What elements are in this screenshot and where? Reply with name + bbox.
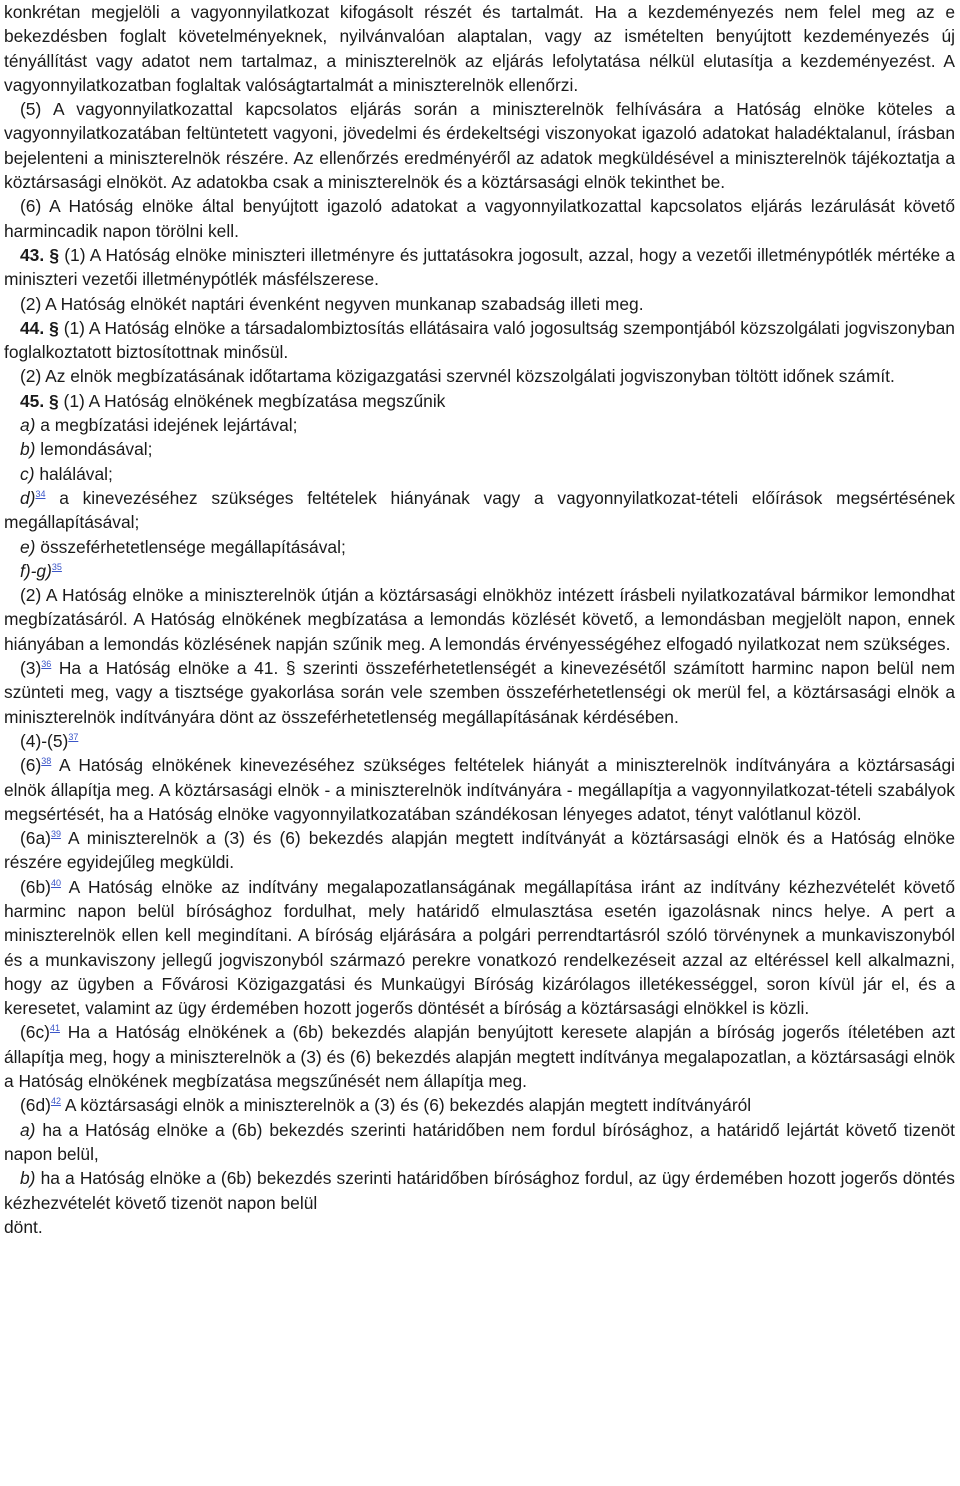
paragraph-45-6a xyxy=(4,826,955,875)
list-item xyxy=(4,486,955,535)
paragraph-text: A Hatóság elnöke az indítvány megalapozatlanságának megállapítása iránt az indítvány kézhezvételét követő harminc napon belül bírósághoz fordulhat, mely határidő elmulasztása esetén igazolásnak nincs helye. A pert a miniszterelnök ellen kell megindítani. A bíróság eljárására a polgári perrendtartásról szóló törvénynek a munkaviszonyból és a munkaviszony jellegű jogviszonyból származó perekre vonatkozó rendelkezéseit azzal az eltéréssel kell alkalmazni, hogy az ügyben a Fővárosi Közigazgatási és Munkaügyi Bíróság kizárólagos illetékességgel, soron kívül jár el, és a keresetet, valamint az ügy érdemében hozott jogerős döntését a bíróság a köztársasági elnökkel is közli. xyxy=(4,876,955,1019)
paragraph-text: A Hatóság elnökének kinevezéséhez szükséges feltételek hiányát a miniszterelnök indítványára a köztársasági elnök állapítja meg. A köztársasági elnök - a miniszterelnök indítványára - megállapítja a vagyonnyilatkozat-tételi szabályok megsértését, ha a Hatóság elnöke vagyonnyilatkozatában szándékosan lényeges adatot, tényt valótlanul közöl. xyxy=(4,755,955,824)
list-marker: a) xyxy=(20,415,36,436)
list-text: a kinevezéséhez szükséges feltételek hiányának vagy a vagyonnyilatkozat-tételi előírások megsértésének megállapításával; xyxy=(4,487,955,533)
list-item xyxy=(4,1118,955,1167)
list-item xyxy=(4,437,955,461)
footnote-link[interactable]: 38 xyxy=(41,756,52,767)
paragraph-44-2: (2) Az elnök megbízatásának időtartama közigazgatási szervnél közszolgálati jogviszonyban töltött időnek számít. xyxy=(20,366,895,387)
list-item xyxy=(4,559,955,583)
list-marker: a) xyxy=(20,1119,36,1140)
paragraph-45-3 xyxy=(4,656,955,729)
section-43 xyxy=(4,243,955,292)
paragraph-lead: (6b) xyxy=(20,876,51,897)
list-marker: b) xyxy=(20,439,36,460)
list-item xyxy=(4,462,955,486)
paragraph-continuation: konkrétan megjelöli a vagyonnyilatkozat kifogásolt részét és tartalmát. Ha a kezdeményezés nem felel meg az e bekezdésben foglalt követelményeknek, nyilvánvalóan alaptalan, vagy az ismételten benyújtott kezdeményezés új tényállítást vagy adatot nem tartalmaz, a miniszterelnök az eljárás lefolytatása nélkül elutasítja a kezdeményezést. A vagyonnyilatkozatban foglaltak valóságtartalmát a miniszterelnök ellenőrzi. xyxy=(4,2,955,95)
paragraph-text: Ha a Hatóság elnöke a 41. § szerinti összeférhetetlenségét a kinevezésétől számított harminc napon belül nem szünteti meg, vagy a tisztsége gyakorlása során vele szemben összeférhetetlenségi ok merül fel, a köztársasági elnök a miniszterelnök indítványára dönt az összeférhetetlenség megállapításának kérdésében. xyxy=(4,658,955,727)
section-sign: § xyxy=(44,390,59,411)
paragraph-45-6 xyxy=(4,753,955,826)
footnote-link[interactable]: 40 xyxy=(50,877,61,888)
section-number: 45. xyxy=(20,390,45,411)
list-item xyxy=(4,535,955,559)
list-text: a megbízatási idejének lejártával; xyxy=(35,415,298,436)
list-marker: b) xyxy=(20,1168,36,1189)
paragraph-42-6: (6) A Hatóság elnöke által benyújtott igazoló adatokat a vagyonnyilatkozattal kapcsolatos eljárás lezárulását követő harmincadik napon törölni kell. xyxy=(4,196,955,241)
paragraph-text: A miniszterelnök a (3) és (6) bekezdés alapján megtett indítványát a köztársasági elnök és a Hatóság elnöke részére egyidejűleg megküldi. xyxy=(4,828,955,873)
paragraph-text: A köztársasági elnök a miniszterelnök a (3) és (6) bekezdés alapján megtett indítványáról xyxy=(60,1095,752,1116)
section-text: (1) A Hatóság elnöke a társadalombiztosítás ellátásaira való jogosultság szempontjából közszolgálati jogviszonyban foglalkoztatott biztosítottnak minősül. xyxy=(4,317,955,363)
paragraph-lead: (6a) xyxy=(20,828,51,849)
paragraph-text: Ha a Hatóság elnökének a (6b) bekezdés alapján benyújtott keresete alapján a bíróság jogerős ítéletében azt állapítja meg, hogy a miniszterelnök a (3) és (6) bekezdés alapján megtett indítványa megalapozatlan, a köztársasági elnök a Hatóság elnökének megbízatása megszűnését nem állapítja meg. xyxy=(4,1022,955,1092)
list-item xyxy=(4,413,955,437)
paragraph-lead: (4)-(5) xyxy=(20,730,69,751)
paragraph-45-6b xyxy=(4,875,955,1021)
section-45 xyxy=(4,389,955,413)
paragraph-45-6c xyxy=(4,1020,955,1093)
list-marker: c) xyxy=(20,463,35,484)
section-number: 44. xyxy=(20,317,45,338)
list-text: ha a Hatóság elnöke a (6b) bekezdés szerinti határidőben nem fordul bírósághoz, a határidő lejártát követő tizenöt napon belül, xyxy=(4,1119,955,1164)
closing-text: dönt. xyxy=(4,1216,43,1237)
paragraph-lead: (3) xyxy=(20,658,42,679)
list-text: halálával; xyxy=(34,463,113,484)
paragraph-45-6d xyxy=(4,1093,955,1117)
list-marker: e) xyxy=(20,536,36,557)
paragraph-45-2: (2) A Hatóság elnöke a miniszterelnök útján a köztársasági elnökhöz intézett írásbeli nyilatkozatával bármikor lemondhat megbízatásáról. A Hatóság elnökének megbízatása a lemondás közlését követő, a lemondásban megjelölt napon, ennek hiányában a lemondás közlésének napján szűnik meg. A lemondás érvényességéhez elfogadó nyilatkozat nem szükséges. xyxy=(4,585,955,654)
footnote-link[interactable]: 37 xyxy=(68,731,79,742)
section-text: (1) A Hatóság elnöke miniszteri illetményre és juttatásokra jogosult, azzal, hogy a vezetői illetménypótlék mértéke a miniszteri vezetői illetménypótlék másfélszerese. xyxy=(4,244,955,290)
paragraph-43-2: (2) A Hatóság elnökét naptári évenként negyven munkanap szabadság illeti meg. xyxy=(20,293,644,314)
footnote-link[interactable]: 41 xyxy=(49,1023,60,1034)
paragraph-lead: (6c) xyxy=(20,1022,50,1043)
list-text: összeférhetetlensége megállapításával; xyxy=(35,536,346,557)
section-sign: § xyxy=(44,244,60,265)
paragraph-42-5: (5) A vagyonnyilatkozattal kapcsolatos eljárás során a miniszterelnök felhívására a Hatóság elnöke köteles a vagyonnyilatkozatában feltüntetett vagyoni, jövedelmi és érdekeltségi viszonyokat igazoló adatokat haladéktalanul, írásban bejelenteni a miniszterelnök részére. Az ellenőrzés eredményéről az adatok megküldésével a miniszterelnök tájékoztatja a köztársasági elnököt. Az adatokba csak a miniszterelnök és a köztársasági elnök tekinthet be. xyxy=(4,99,955,193)
section-sign: § xyxy=(44,317,59,338)
list-item xyxy=(4,1166,955,1215)
paragraph-lead: (6) xyxy=(20,755,42,776)
paragraph-lead: (6d) xyxy=(20,1095,51,1116)
list-marker: f)-g) xyxy=(20,560,52,581)
footnote-link[interactable]: 42 xyxy=(50,1096,61,1107)
footnote-link[interactable]: 35 xyxy=(51,561,62,572)
list-text: ha a Hatóság elnöke a (6b) bekezdés szerinti határidőben bírósághoz fordul, az ügy érdemében hozott jogerős döntés kézhezvételét követő tizenöt napon belül xyxy=(4,1168,955,1213)
footnote-link[interactable]: 39 xyxy=(50,829,61,840)
paragraph-45-4-5 xyxy=(4,729,955,753)
footnote-link[interactable]: 34 xyxy=(35,488,46,499)
list-text: lemondásával; xyxy=(35,439,153,460)
section-44 xyxy=(4,316,955,365)
section-text: (1) A Hatóság elnökének megbízatása megszűnik xyxy=(58,390,446,411)
footnote-link[interactable]: 36 xyxy=(41,659,52,670)
section-number: 43. xyxy=(20,244,45,265)
list-marker: d) xyxy=(20,487,36,508)
